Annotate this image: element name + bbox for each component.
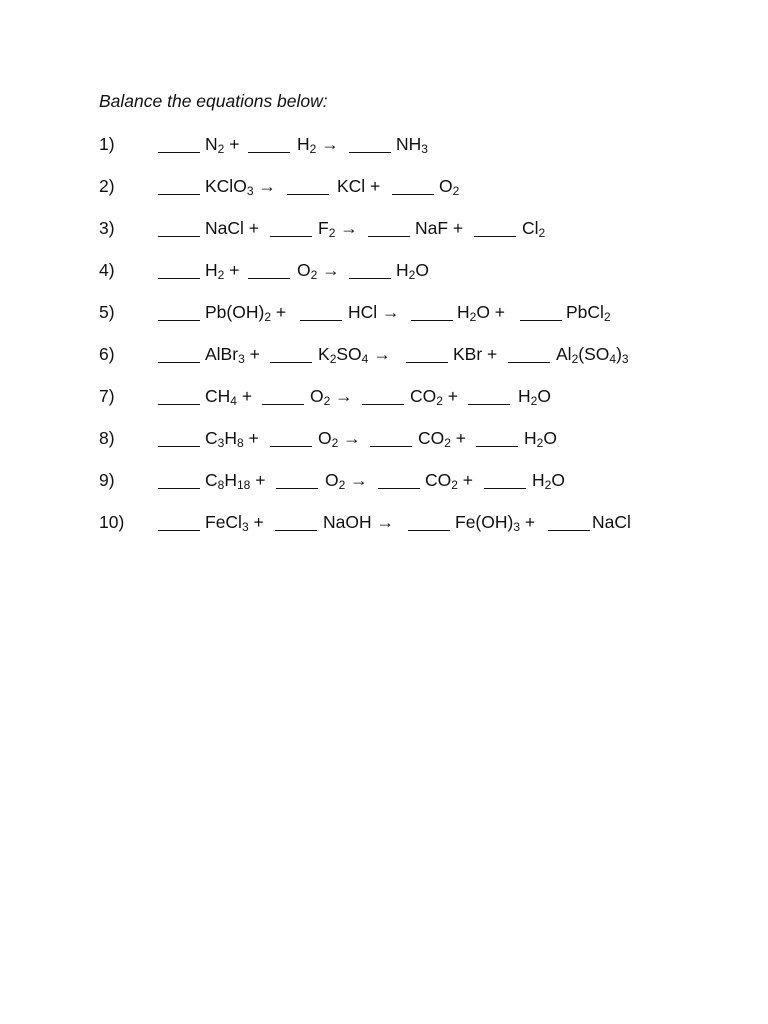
- chemical-formula: $H_2O$ +: [457, 302, 506, 324]
- equation-row: [0, 386, 768, 410]
- chemical-formula: $CH_4$ +: [205, 386, 253, 408]
- chemical-formula: $O_2$ →: [310, 386, 353, 408]
- coefficient-blank[interactable]: [158, 152, 200, 153]
- equation-number: 9): [99, 470, 115, 490]
- coefficient-blank[interactable]: [270, 446, 312, 447]
- coefficient-blank[interactable]: [287, 194, 329, 195]
- chemical-formula: $H_2O$: [396, 260, 429, 282]
- coefficient-blank[interactable]: [262, 404, 304, 405]
- coefficient-blank[interactable]: [378, 488, 420, 489]
- chemical-formula: $H_2O$: [524, 428, 557, 450]
- coefficient-blank[interactable]: [248, 278, 290, 279]
- equation-row: [0, 470, 768, 494]
- coefficient-blank[interactable]: [158, 530, 200, 531]
- chemical-formula: $F_2$ →: [318, 218, 358, 240]
- chemical-formula: $CO_2$ +: [418, 428, 467, 450]
- coefficient-blank[interactable]: [158, 194, 200, 195]
- coefficient-blank[interactable]: [474, 236, 516, 237]
- coefficient-blank[interactable]: [520, 320, 562, 321]
- page-title: Balance the equations below:: [99, 91, 328, 111]
- chemical-formula: AlBr$_3$ +: [205, 344, 260, 366]
- chemical-formula: $CO_2$ +: [410, 386, 459, 408]
- chemical-formula: $Al_2(SO_4)_3$: [556, 344, 629, 366]
- equation-number: 4): [99, 260, 115, 280]
- chemical-formula: $O_2$ →: [325, 470, 368, 492]
- coefficient-blank[interactable]: [275, 530, 317, 531]
- equation-row: [0, 176, 768, 200]
- chemical-formula: $C_3H_8$ +: [205, 428, 259, 450]
- equation-row: [0, 512, 768, 536]
- chemical-formula: $O_2$ →: [318, 428, 361, 450]
- coefficient-blank[interactable]: [300, 320, 342, 321]
- chemical-formula: KClO$_3$ →: [205, 176, 276, 198]
- coefficient-blank[interactable]: [392, 194, 434, 195]
- equation-number: 5): [99, 302, 115, 322]
- coefficient-blank[interactable]: [362, 404, 404, 405]
- chemical-formula: $Fe(OH)_3$ +: [455, 512, 536, 534]
- coefficient-blank[interactable]: [349, 278, 391, 279]
- coefficient-blank[interactable]: [276, 488, 318, 489]
- chemical-formula: $Pb(OH)_2$ +: [205, 302, 287, 324]
- coefficient-blank[interactable]: [349, 152, 391, 153]
- coefficient-blank[interactable]: [158, 362, 200, 363]
- coefficient-blank[interactable]: [406, 362, 448, 363]
- equation-row: [0, 134, 768, 158]
- coefficient-blank[interactable]: [270, 236, 312, 237]
- chemical-formula: $Cl_2$: [522, 218, 546, 240]
- chemical-formula: $N_2$ +: [205, 134, 240, 156]
- coefficient-blank[interactable]: [468, 404, 510, 405]
- chemical-formula: KCl +: [337, 176, 381, 196]
- chemical-formula: NaF +: [415, 218, 464, 238]
- equation-row: [0, 260, 768, 284]
- equation-number: 2): [99, 176, 115, 196]
- chemical-formula: $O_2$: [439, 176, 460, 198]
- chemical-formula: FeCl$_3$ +: [205, 512, 264, 534]
- chemical-formula: $K_2SO_4$ →: [318, 344, 391, 366]
- coefficient-blank[interactable]: [158, 488, 200, 489]
- equation-row: [0, 344, 768, 368]
- chemical-formula: HCl →: [348, 302, 400, 322]
- coefficient-blank[interactable]: [248, 152, 290, 153]
- coefficient-blank[interactable]: [158, 278, 200, 279]
- chemical-formula: $NH_3$: [396, 134, 428, 156]
- equation-row: [0, 218, 768, 242]
- coefficient-blank[interactable]: [476, 446, 518, 447]
- chemical-formula: $H_2$ →: [297, 134, 339, 156]
- chemical-formula: PbCl$_2$: [566, 302, 611, 324]
- equation-row: [0, 302, 768, 326]
- coefficient-blank[interactable]: [368, 236, 410, 237]
- chemical-formula: $H_2O$: [518, 386, 551, 408]
- coefficient-blank[interactable]: [158, 236, 200, 237]
- equation-number: 1): [99, 134, 115, 154]
- equation-number: 3): [99, 218, 115, 238]
- chemical-formula: KBr +: [453, 344, 498, 364]
- equation-number: 7): [99, 386, 115, 406]
- equation-number: 6): [99, 344, 115, 364]
- coefficient-blank[interactable]: [408, 530, 450, 531]
- equation-row: [0, 428, 768, 452]
- chemical-formula: $CO_2$ +: [425, 470, 474, 492]
- coefficient-blank[interactable]: [508, 362, 550, 363]
- chemical-formula: NaCl: [592, 512, 631, 532]
- equation-number: 8): [99, 428, 115, 448]
- coefficient-blank[interactable]: [548, 530, 590, 531]
- equation-number: 10): [99, 512, 125, 532]
- coefficient-blank[interactable]: [158, 404, 200, 405]
- coefficient-blank[interactable]: [270, 362, 312, 363]
- chemical-formula: NaCl +: [205, 218, 259, 238]
- coefficient-blank[interactable]: [411, 320, 453, 321]
- chemical-formula: NaOH →: [323, 512, 394, 532]
- chemical-formula: $C_8H_{18}$ +: [205, 470, 266, 492]
- chemical-formula: $H_2$ +: [205, 260, 240, 282]
- chemical-formula: $H_2O$: [532, 470, 565, 492]
- coefficient-blank[interactable]: [484, 488, 526, 489]
- coefficient-blank[interactable]: [158, 446, 200, 447]
- coefficient-blank[interactable]: [158, 320, 200, 321]
- coefficient-blank[interactable]: [370, 446, 412, 447]
- chemical-formula: $O_2$ →: [297, 260, 340, 282]
